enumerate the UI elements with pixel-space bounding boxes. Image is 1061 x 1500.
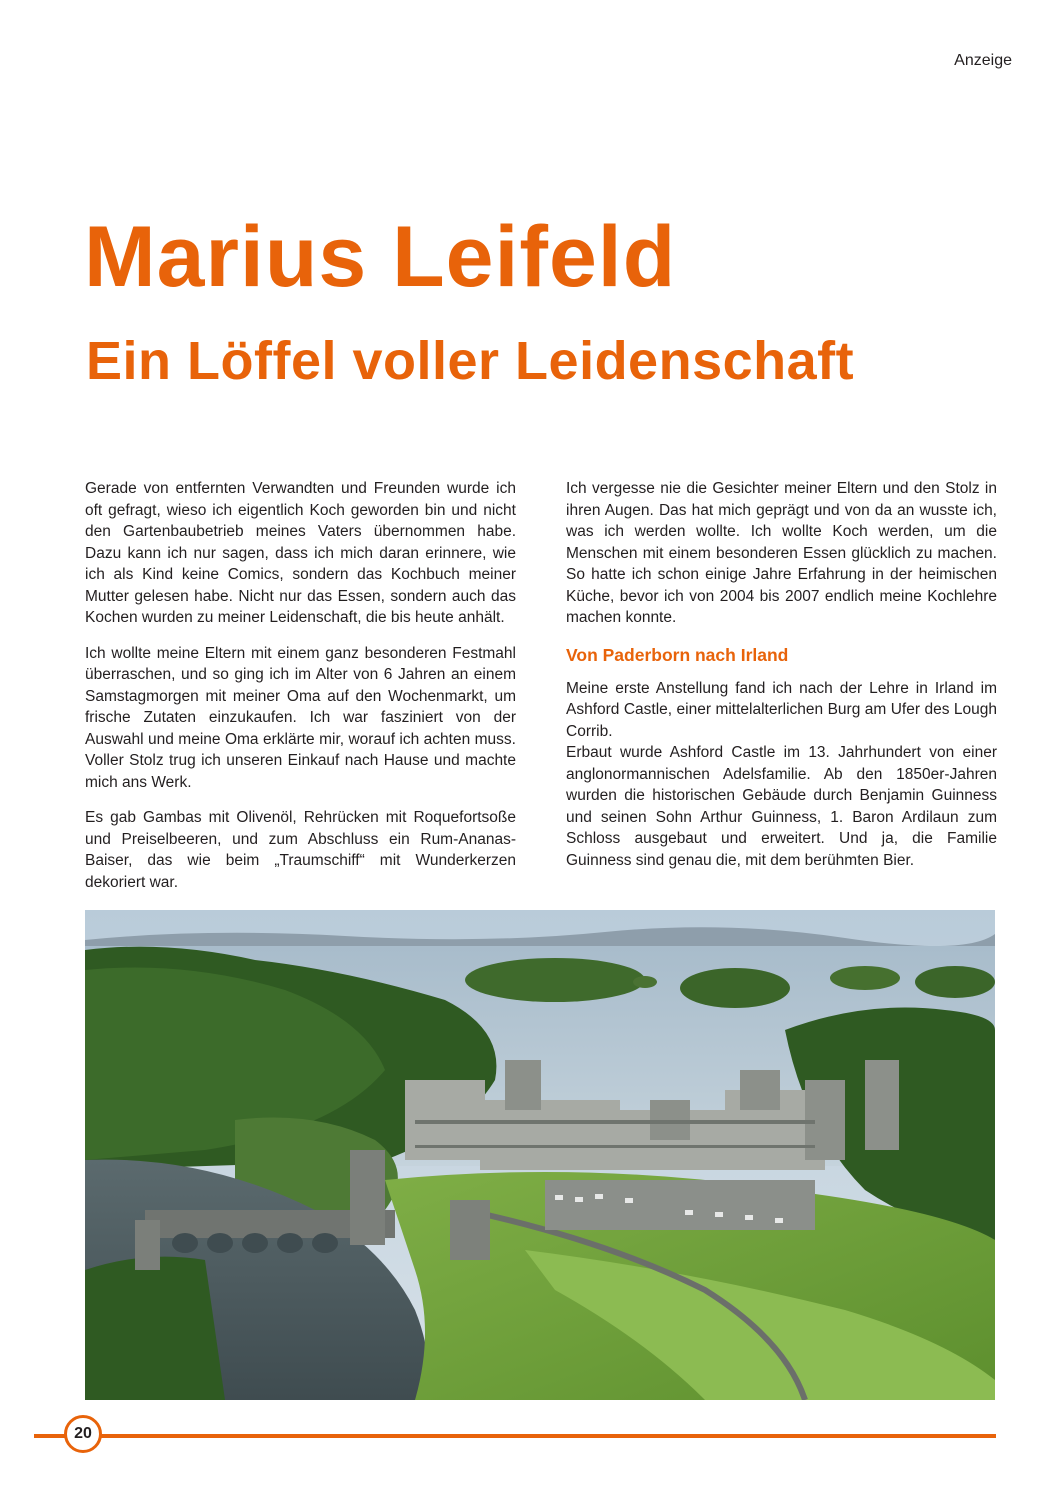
paragraph: Erbaut wurde Ashford Castle im 13. Jahrhundert von einer anglonormannischen Adelsfamilie. Ab den 1850er-Jahren wurden die historischen Gebäude durch Benjamin Guinness und seinen Sohn Arthur Guinness, 1. Baron Ardilaun zum Schloss ausgebaut und erweitert. Und ja, die Familie Guinness sind genau die, mit dem berühmten Bier. [566,744,997,869]
section-heading: Von Paderborn nach Irland [566,644,789,665]
castle-aerial-photo [85,910,995,1400]
paragraph: Ich wollte meine Eltern mit einem ganz besonderen Festmahl überraschen, und so ging ich im Alter von 6 Jahren an einem Samstagmorgen mit meiner Oma auf den Wochenmarkt, um frische Zutaten einzukaufen. Ich war fasziniert von der Auswahl und meine Oma erklärte mir, worauf ich achten muss. Voller Stolz trug ich unseren Einkauf nach Hause und machte mich ans Werk. [85,644,516,791]
advertisement-tag: Anzeige [954,52,1012,69]
paragraph: Es gab Gambas mit Olivenöl, Rehrücken mit Roquefortsoße und Preiselbeeren, und zum Abschluss ein Rum-Ananas-Baiser, das wie beim „Traumschiff“ mit Wunderkerzen dekoriert war. [85,809,516,891]
page-title: Marius Leifeld [84,209,677,305]
footer-rule [34,1434,996,1438]
paragraph: Ich vergesse nie die Gesichter meiner Eltern und den Stolz in ihren Augen. Das hat mich geprägt und von da an wusste ich, was ich werden wollte. Ich wollte Koch werden, um die Menschen mit einem besonderen Essen glücklich zu machen. So hatte ich schon einige Jahre Erfahrung in der heimischen Küche, bevor ich von 2004 bis 2007 endlich meine Kochlehre machen konnte. [566,480,997,626]
right-text-column [566,478,997,885]
paragraph: Gerade von entfernten Verwandten und Freunden wurde ich oft gefragt, wieso ich eigentlich Koch geworden bin und nicht den Gartenbaubetrieb meines Vaters übernommen habe. Dazu kann ich nur sagen, dass ich mich daran erinnere, wie ich als Kind keine Comics, sondern das Kochbuch meiner Mutter gelesen habe. Nicht nur das Essen, sondern auch das Kochen wurden zu meiner Leidenschaft, die bis heute anhält. [85,480,516,626]
left-text-column [85,478,516,907]
page-subtitle: Ein Löffel voller Leidenschaft [86,331,855,391]
paragraph: Meine erste Anstellung fand ich nach der Lehre in Irland im Ashford Castle, einer mittelalterlichen Burg am Ufer des Lough Corrib. [566,679,997,740]
page-number: 20 [64,1415,102,1453]
